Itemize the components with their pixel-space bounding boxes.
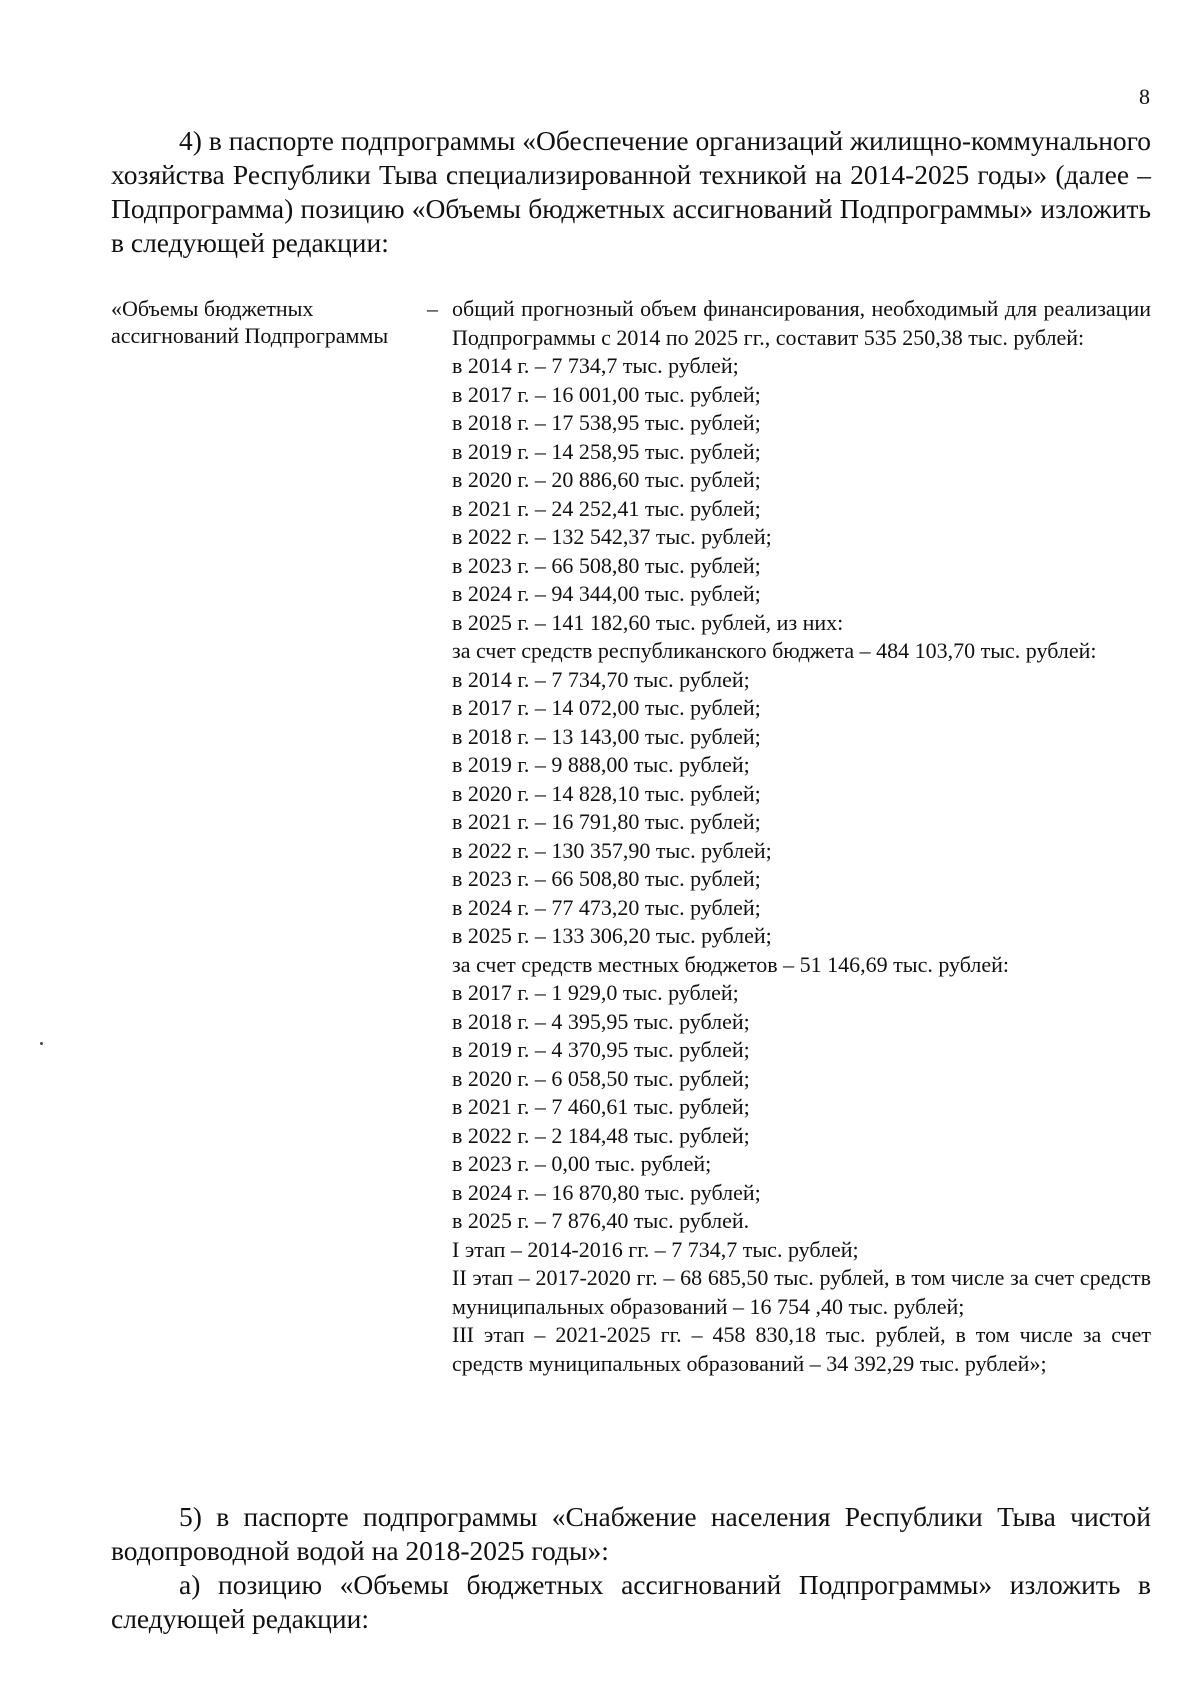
list-item: в 2024 г. – 77 473,20 тыс. рублей; xyxy=(452,894,761,920)
list-item: в 2020 г. – 6 058,50 тыс. рублей; xyxy=(452,1065,750,1091)
list-item: в 2024 г. – 16 870,80 тыс. рублей; xyxy=(452,1179,761,1205)
list-item: в 2021 г. – 7 460,61 тыс. рублей; xyxy=(452,1094,750,1119)
total-financing-line: общий прогнозный объем финансирования, необходимый для реализации Подпрограммы с 2014 по 2025 гг., составит 535 250,38 тыс. рублей: xyxy=(452,296,1151,350)
list-item: в 2018 г. – 13 143,00 тыс. рублей; xyxy=(452,723,761,749)
scan-speck xyxy=(40,1042,43,1045)
stage-1-line: I этап – 2014-2016 гг. – 7 734,7 тыс. рублей; xyxy=(452,1236,859,1262)
table-dash: – xyxy=(427,296,438,321)
section-5-paragraph: 5) в паспорте подпрограммы «Снабжение населения Республики Тыва чистой водопроводной водой на 2018-2025 годы»: xyxy=(111,1501,1151,1566)
list-item: в 2019 г. – 4 370,95 тыс. рублей; xyxy=(452,1037,750,1062)
list-item: в 2017 г. – 14 072,00 тыс. рублей; xyxy=(452,695,761,720)
local-budget-line: за счет средств местных бюджетов – 51 146,69 тыс. рублей: xyxy=(452,951,1010,977)
list-item: в 2025 г. – 141 182,60 тыс. рублей, из них: xyxy=(452,609,844,635)
list-item: в 2020 г. – 14 828,10 тыс. рублей; xyxy=(452,780,761,806)
stage-2-line: II этап – 2017-2020 гг. – 68 685,50 тыс. рублей, в том числе за счет средств муниципальных образований – 16 754 ,40 тыс. рублей; xyxy=(452,1265,1151,1319)
republican-budget-line: за счет средств республиканского бюджета – 484 103,70 тыс. рублей: xyxy=(452,638,1097,663)
list-item: в 2023 г. – 0,00 тыс. рублей; xyxy=(452,1151,712,1176)
list-item: в 2025 г. – 7 876,40 тыс. рублей. xyxy=(452,1208,750,1233)
table-left-label: «Объемы бюджетных ассигнований Подпрограммы xyxy=(111,296,389,348)
list-item: в 2014 г. – 7 734,70 тыс. рублей; xyxy=(452,666,750,692)
list-item: в 2019 г. – 14 258,95 тыс. рублей; xyxy=(452,438,761,464)
list-item: в 2014 г. – 7 734,7 тыс. рублей; xyxy=(452,353,739,378)
list-item: в 2022 г. – 132 542,37 тыс. рублей; xyxy=(452,524,772,549)
list-item: в 2021 г. – 16 791,80 тыс. рублей; xyxy=(452,809,761,834)
list-item: в 2023 г. – 66 508,80 тыс. рублей; xyxy=(452,866,761,891)
list-item: в 2017 г. – 16 001,00 тыс. рублей; xyxy=(452,381,761,407)
list-item: в 2024 г. – 94 344,00 тыс. рублей; xyxy=(452,581,761,606)
intro-paragraph: 4) в паспорте подпрограммы «Обеспечение организаций жилищно-коммунального хозяйства Республики Тыва специализированной техникой на 2014-2025 годы» (далее – Подпрограмма) позицию «Объемы бюджетных ассигнований Подпрограммы» изложить в следующей редакции: xyxy=(111,125,1151,258)
list-item: в 2022 г. – 2 184,48 тыс. рублей; xyxy=(452,1122,750,1148)
list-item: в 2025 г. – 133 306,20 тыс. рублей; xyxy=(452,923,772,948)
list-item: в 2018 г. – 17 538,95 тыс. рублей; xyxy=(452,410,761,435)
stage-3-line: III этап – 2021-2025 гг. – 458 830,18 тыс. рублей, в том числе за счет средств муниципальных образований – 34 392,29 тыс. рублей»; xyxy=(452,1322,1151,1376)
list-item: в 2018 г. – 4 395,95 тыс. рублей; xyxy=(452,1008,750,1034)
list-item: в 2020 г. – 20 886,60 тыс. рублей; xyxy=(452,467,761,492)
page-number: 8 xyxy=(1139,84,1150,109)
list-item: в 2021 г. – 24 252,41 тыс. рублей; xyxy=(452,495,761,521)
list-item: в 2023 г. – 66 508,80 тыс. рублей; xyxy=(452,552,761,578)
list-item: в 2017 г. – 1 929,0 тыс. рублей; xyxy=(452,980,739,1005)
table-right-values xyxy=(452,295,1151,1378)
section-5a-paragraph: а) позицию «Объемы бюджетных ассигнований Подпрограммы» изложить в следующей редакции: xyxy=(111,1569,1151,1634)
list-item: в 2022 г. – 130 357,90 тыс. рублей; xyxy=(452,837,772,863)
list-item: в 2019 г. – 9 888,00 тыс. рублей; xyxy=(452,752,750,777)
